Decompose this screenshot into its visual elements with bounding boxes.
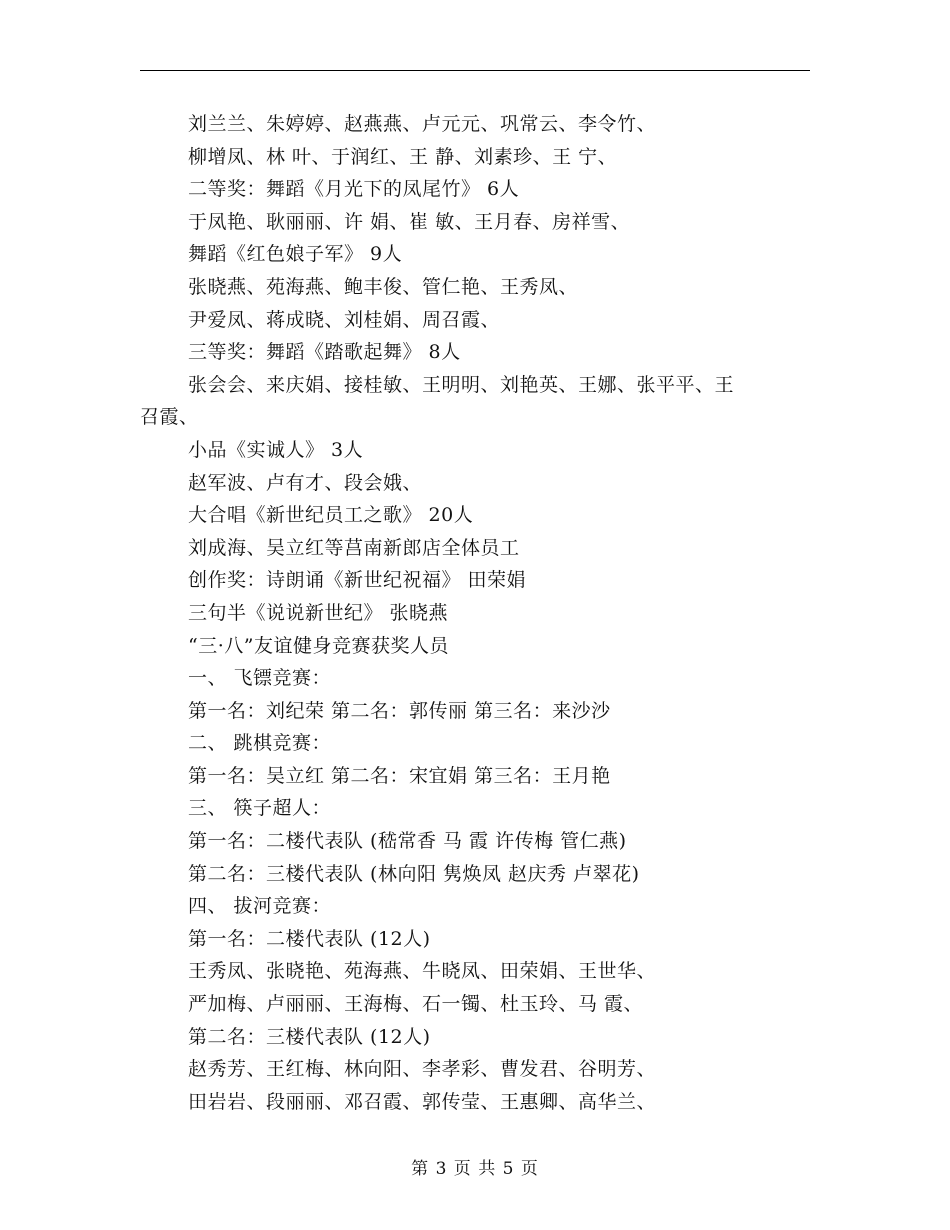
text-line: 刘成海、吴立红等莒南新郎店全体员工 xyxy=(188,536,520,559)
text-line: 第一名：二楼代表队 (嵇常香 马 霞 许传梅 管仁燕) xyxy=(188,830,627,853)
text-line: 小品《实诚人》 3人 xyxy=(188,438,364,461)
text-line: 大合唱《新世纪员工之歌》 20人 xyxy=(188,504,474,527)
text-line: 张会会、来庆娟、接桂敏、王明明、刘艳英、王娜、张平平、王 xyxy=(188,373,735,396)
text-line: 田岩岩、段丽丽、邓召霞、郭传莹、王惠卿、高华兰、 xyxy=(188,1090,657,1113)
text-line: 二等奖：舞蹈《月光下的凤尾竹》 6人 xyxy=(188,178,520,201)
text-line: 第二名：三楼代表队 (林向阳 隽焕凤 赵庆秀 卢翠花) xyxy=(188,862,640,885)
text-line: 舞蹈《红色娘子军》 9人 xyxy=(188,243,403,266)
text-line: 张晓燕、苑海燕、鲍丰俊、管仁艳、王秀凤、 xyxy=(188,275,579,298)
text-line: 赵军波、卢有才、段会娥、 xyxy=(188,471,423,494)
header-rule xyxy=(140,70,810,71)
document-body xyxy=(140,108,810,1118)
text-line: 刘兰兰、朱婷婷、赵燕燕、卢元元、巩常云、李令竹、 xyxy=(188,113,657,135)
text-line: 一、 飞镖竞赛： xyxy=(188,667,332,690)
text-line: 柳增凤、林 叶、于润红、王 静、刘素珍、王 宁、 xyxy=(188,145,618,168)
text-line: 尹爱凤、蒋成晓、刘桂娟、周召霞、 xyxy=(188,308,501,331)
text-line: 第一名：二楼代表队 (12人) xyxy=(188,927,431,950)
text-line: 三句半《说说新世纪》 张晓燕 xyxy=(188,601,449,624)
text-line: 二、 跳棋竞赛： xyxy=(188,732,332,755)
text-line: 于凤艳、耿丽丽、许 娟、崔 敏、王月春、房祥雪、 xyxy=(188,210,631,233)
text-line-continuation: 召霞、 xyxy=(140,406,199,429)
text-line: 严加梅、卢丽丽、王海梅、石一镯、杜玉玲、马 霞、 xyxy=(188,993,644,1016)
text-line: 创作奖：诗朗诵《新世纪祝福》 田荣娟 xyxy=(188,569,527,592)
text-line: 三、 筷子超人： xyxy=(188,797,332,820)
text-line: 四、 拔河竞赛： xyxy=(188,895,332,918)
text-line: 第一名：吴立红 第二名：宋宜娟 第三名：王月艳 xyxy=(188,764,611,787)
text-line: 三等奖：舞蹈《踏歌起舞》 8人 xyxy=(188,341,461,364)
text-line: 王秀凤、张晓艳、苑海燕、牛晓凤、田荣娟、王世华、 xyxy=(188,960,657,983)
text-line: 赵秀芳、王红梅、林向阳、李孝彩、曹发君、谷明芳、 xyxy=(188,1058,657,1081)
page-number: 第 3 页 共 5 页 xyxy=(411,1159,539,1179)
text-line: 第一名：刘纪荣 第二名：郭传丽 第三名：来沙沙 xyxy=(188,699,611,722)
text-line: 第二名：三楼代表队 (12人) xyxy=(188,1025,431,1048)
section-heading: “三·八”友谊健身竞赛获奖人员 xyxy=(188,634,449,657)
